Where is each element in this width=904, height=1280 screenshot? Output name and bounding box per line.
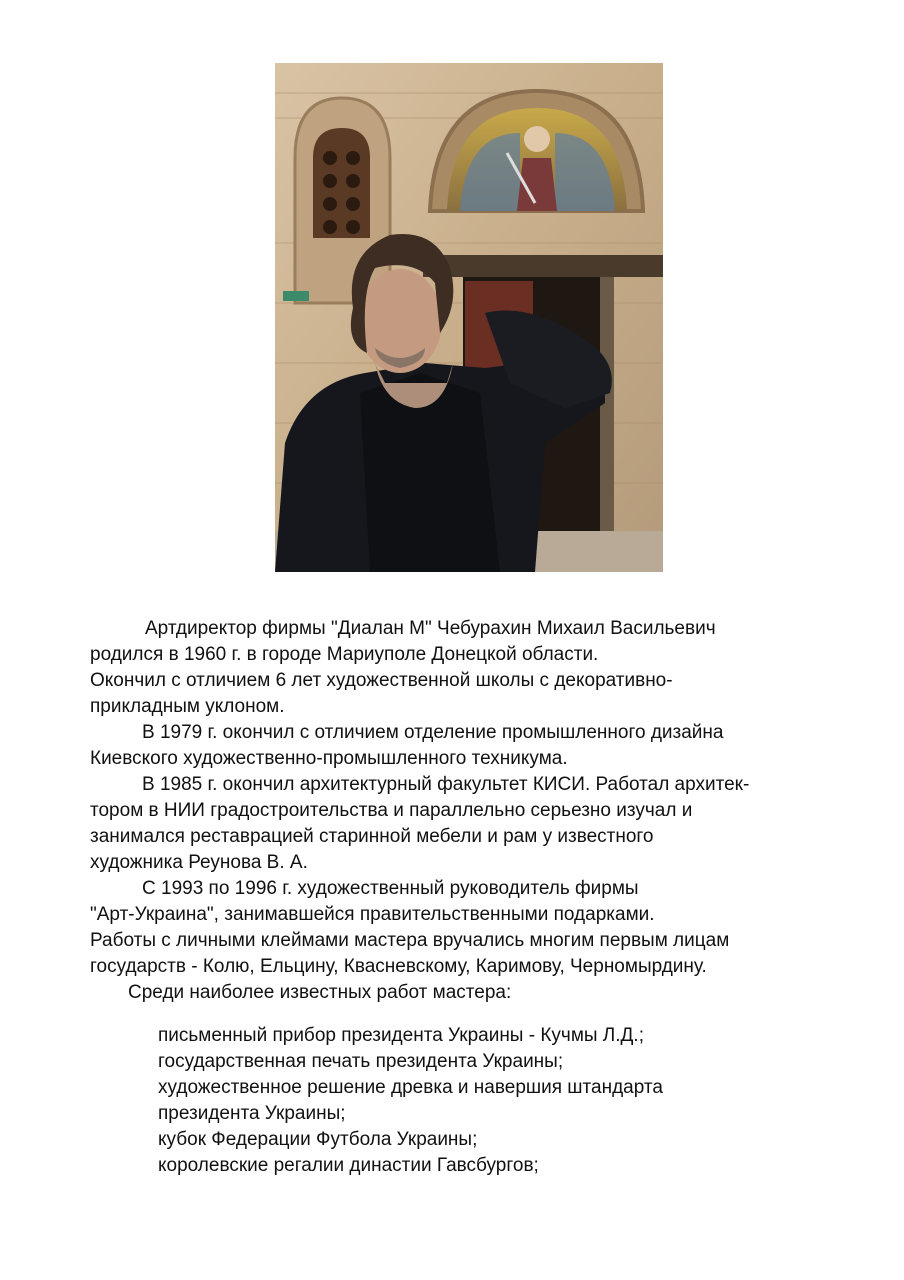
bio-line: занимался реставрацией старинной мебели и рам у известного (90, 826, 654, 847)
bio-line: В 1985 г. окончил архитектурный факультет КИСИ. Работал архитек- (142, 774, 750, 795)
list-item: художественное решение древка и навершия штандарта (158, 1077, 663, 1098)
bio-line: С 1993 по 1996 г. художественный руководитель фирмы (142, 878, 639, 899)
bio-line: В 1979 г. окончил с отличием отделение промышленного дизайна (142, 722, 724, 743)
bio-line: Артдиректор фирмы "Диалан М" Чебурахин Михаил Васильевич (145, 618, 716, 639)
list-item: президента Украины; (158, 1103, 346, 1124)
bio-line: прикладным уклоном. (90, 696, 285, 717)
works-list (90, 1023, 860, 1179)
bio-line: Окончил с отличием 6 лет художественной школы с декоративно- (90, 670, 673, 691)
works-intro: Среди наиболее известных работ мастера: (128, 982, 512, 1003)
portrait-photo (275, 63, 663, 572)
bio-line: Киевского художественно-промышленного техникума. (90, 748, 568, 769)
list-item: письменный прибор президента Украины - Кучмы Л.Д.; (158, 1025, 644, 1046)
bio-line: родился в 1960 г. в городе Мариуполе Донецкой области. (90, 644, 599, 665)
list-item: королевские регалии династии Гавсбургов; (158, 1155, 539, 1176)
bio-line: Работы с личными клеймами мастера вручались многим первым лицам (90, 930, 730, 951)
bio-line: художника Реунова В. А. (90, 852, 308, 873)
biography-text (90, 616, 860, 1179)
bio-line: государств - Колю, Ельцину, Квасневскому, Каримову, Черномырдину. (90, 956, 707, 977)
bio-line: "Арт-Украина", занимавшейся правительственными подарками. (90, 904, 655, 925)
list-item: государственная печать президента Украины; (158, 1051, 564, 1072)
list-item: кубок Федерации Футбола Украины; (158, 1129, 478, 1150)
bio-line: тором в НИИ градостроительства и параллельно серьезно изучал и (90, 800, 693, 821)
